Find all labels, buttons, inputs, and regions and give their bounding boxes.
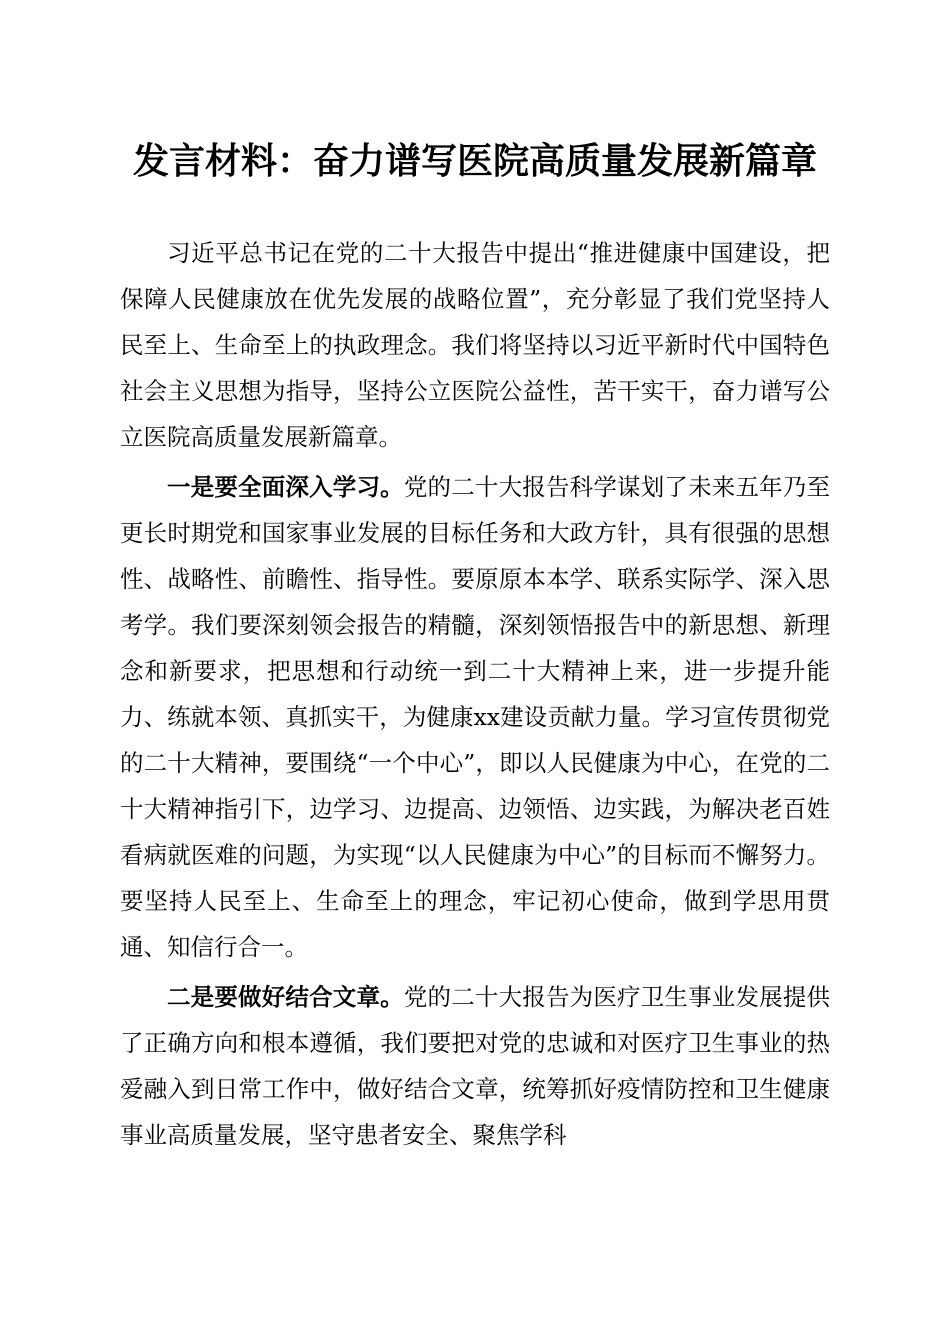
document-body (120, 230, 830, 1162)
paragraph-point-one (120, 464, 830, 970)
document-title: 发言材料：奋力谱写医院高质量发展新篇章 (132, 140, 817, 182)
paragraph-text: 党的二十大报告科学谋划了未来五年乃至更长时期党和国家事业发展的目标任务和大政方针，具有很强的思想性、战略性、前瞻性、指导性。要原原本本学、联系实际学、深入思考学。我们要深刻领会报告的精髓，深刻领悟报告中的新思想、新理念和新要求，把思想和行动统一到二十大精神上来，进一步提升能力、练就本领、真抓实干，为健康xx建设贡献力量。学习宣传贯彻党的二十大精神，要围绕“一个中心”，即以人民健康为中心，在党的二十大精神指引下，边学习、边提高、边领悟、边实践，为解决老百姓看病就医难的问题，为实现“以人民健康为中心”的目标而不懈努力。要坚持人民至上、生命至上的理念，牢记初心使命，做到学思用贯通、知信行合一。 (120, 473, 831, 961)
paragraph-point-two (120, 974, 830, 1158)
paragraph-text: 党的二十大报告为医疗卫生事业发展提供了正确方向和根本遵循，我们要把对党的忠诚和对医疗卫生事业的热爱融入到日常工作中，做好结合文章，统筹抓好疫情防控和卫生健康事业高质量发展，坚守患者安全、聚焦学科 (120, 983, 831, 1149)
paragraph-intro (120, 230, 830, 460)
paragraph-lead: 二是要做好结合文章。 (167, 983, 404, 1011)
paragraph-lead: 一是要全面深入学习。 (167, 473, 404, 501)
paragraph-text: 习近平总书记在党的二十大报告中提出“推进健康中国建设，把保障人民健康放在优先发展的战略位置”，充分彰显了我们党坚持人民至上、生命至上的执政理念。我们将坚持以习近平新时代中国特色社会主义思想为指导，坚持公立医院公益性，苦干实干，奋力谱写公立医院高质量发展新篇章。 (120, 239, 830, 451)
